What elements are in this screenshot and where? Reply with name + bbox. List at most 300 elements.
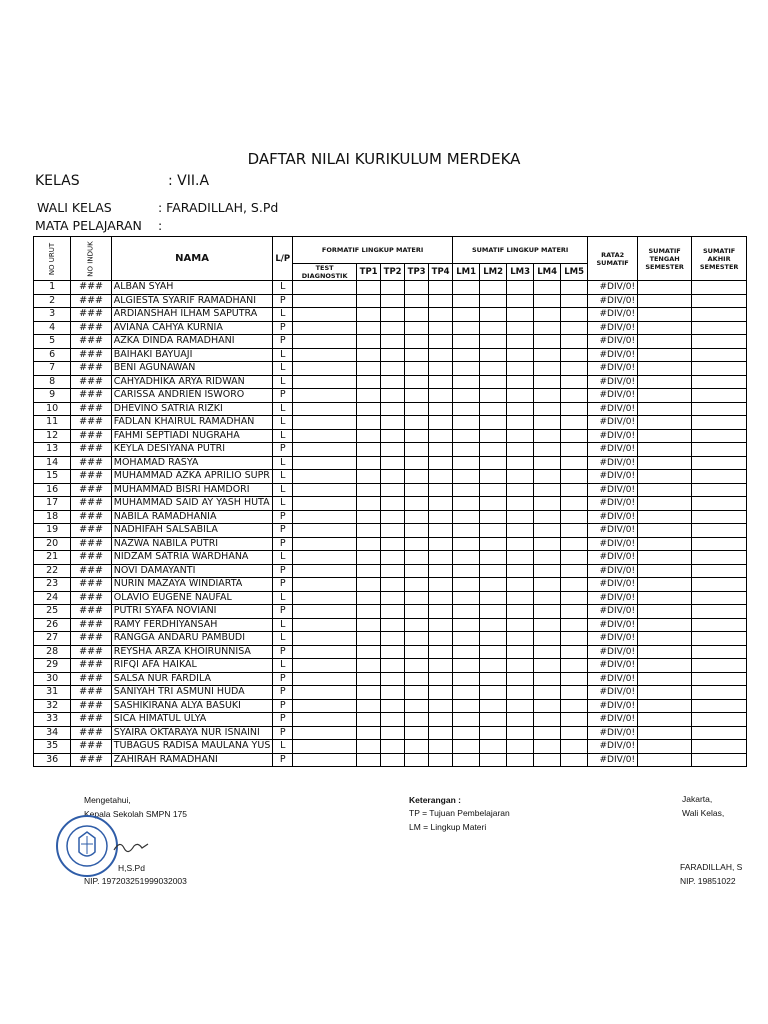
score-cell[interactable] [293,618,357,632]
score-cell[interactable] [534,591,561,605]
score-cell[interactable] [480,551,507,565]
score-cell[interactable] [293,429,357,443]
score-cell[interactable] [429,726,453,740]
score-cell[interactable] [534,497,561,511]
score-cell[interactable] [561,686,588,700]
score-cell[interactable] [293,483,357,497]
score-cell[interactable] [293,524,357,538]
score-cell[interactable] [534,483,561,497]
score-cell[interactable] [638,510,692,524]
score-cell[interactable] [480,348,507,362]
score-cell[interactable] [534,416,561,430]
score-cell[interactable] [453,389,480,403]
score-cell[interactable] [429,429,453,443]
score-cell[interactable] [507,497,534,511]
score-cell[interactable] [405,578,429,592]
score-cell[interactable] [405,551,429,565]
score-cell[interactable] [381,470,405,484]
score-cell[interactable] [381,510,405,524]
score-cell[interactable] [534,632,561,646]
score-cell[interactable] [561,483,588,497]
score-cell[interactable] [405,686,429,700]
score-cell[interactable] [692,740,747,754]
score-cell[interactable] [507,605,534,619]
score-cell[interactable] [480,456,507,470]
score-cell[interactable] [638,537,692,551]
score-cell[interactable] [534,362,561,376]
score-cell[interactable] [357,281,381,295]
score-cell[interactable] [381,335,405,349]
score-cell[interactable] [293,497,357,511]
score-cell[interactable] [405,429,429,443]
score-cell[interactable] [405,375,429,389]
score-cell[interactable] [507,672,534,686]
score-cell[interactable] [293,753,357,767]
score-cell[interactable] [534,659,561,673]
score-cell[interactable] [293,294,357,308]
score-cell[interactable] [692,659,747,673]
score-cell[interactable] [357,375,381,389]
score-cell[interactable] [357,699,381,713]
score-cell[interactable] [692,416,747,430]
score-cell[interactable] [357,443,381,457]
score-cell[interactable] [507,524,534,538]
score-cell[interactable] [507,551,534,565]
score-cell[interactable] [480,713,507,727]
score-cell[interactable] [453,321,480,335]
score-cell[interactable] [429,308,453,322]
score-cell[interactable] [405,416,429,430]
score-cell[interactable] [561,672,588,686]
score-cell[interactable] [429,524,453,538]
score-cell[interactable] [429,699,453,713]
score-cell[interactable] [507,659,534,673]
score-cell[interactable] [507,537,534,551]
score-cell[interactable] [692,699,747,713]
score-cell[interactable] [293,672,357,686]
score-cell[interactable] [293,470,357,484]
score-cell[interactable] [534,375,561,389]
score-cell[interactable] [381,537,405,551]
score-cell[interactable] [561,645,588,659]
score-cell[interactable] [381,375,405,389]
score-cell[interactable] [453,510,480,524]
score-cell[interactable] [293,740,357,754]
score-cell[interactable] [405,470,429,484]
score-cell[interactable] [561,308,588,322]
score-cell[interactable] [692,632,747,646]
score-cell[interactable] [453,618,480,632]
score-cell[interactable] [357,402,381,416]
score-cell[interactable] [534,605,561,619]
score-cell[interactable] [480,524,507,538]
score-cell[interactable] [507,483,534,497]
score-cell[interactable] [507,740,534,754]
score-cell[interactable] [293,321,357,335]
score-cell[interactable] [357,524,381,538]
score-cell[interactable] [429,294,453,308]
score-cell[interactable] [534,402,561,416]
score-cell[interactable] [293,726,357,740]
score-cell[interactable] [638,591,692,605]
score-cell[interactable] [534,443,561,457]
score-cell[interactable] [429,740,453,754]
score-cell[interactable] [561,564,588,578]
score-cell[interactable] [561,713,588,727]
score-cell[interactable] [293,713,357,727]
score-cell[interactable] [453,402,480,416]
score-cell[interactable] [405,321,429,335]
score-cell[interactable] [453,335,480,349]
score-cell[interactable] [692,389,747,403]
score-cell[interactable] [480,564,507,578]
score-cell[interactable] [480,591,507,605]
score-cell[interactable] [357,321,381,335]
score-cell[interactable] [480,740,507,754]
score-cell[interactable] [561,632,588,646]
score-cell[interactable] [357,497,381,511]
score-cell[interactable] [692,605,747,619]
score-cell[interactable] [692,470,747,484]
score-cell[interactable] [561,591,588,605]
score-cell[interactable] [638,281,692,295]
score-cell[interactable] [405,456,429,470]
score-cell[interactable] [534,281,561,295]
score-cell[interactable] [293,605,357,619]
score-cell[interactable] [453,686,480,700]
score-cell[interactable] [293,281,357,295]
score-cell[interactable] [381,281,405,295]
score-cell[interactable] [429,591,453,605]
score-cell[interactable] [453,537,480,551]
score-cell[interactable] [429,456,453,470]
score-cell[interactable] [381,294,405,308]
score-cell[interactable] [429,483,453,497]
score-cell[interactable] [507,726,534,740]
score-cell[interactable] [480,429,507,443]
score-cell[interactable] [480,699,507,713]
score-cell[interactable] [534,686,561,700]
score-cell[interactable] [293,699,357,713]
score-cell[interactable] [561,753,588,767]
score-cell[interactable] [381,416,405,430]
score-cell[interactable] [480,308,507,322]
score-cell[interactable] [357,564,381,578]
score-cell[interactable] [507,470,534,484]
score-cell[interactable] [480,510,507,524]
score-cell[interactable] [429,564,453,578]
score-cell[interactable] [293,456,357,470]
score-cell[interactable] [561,659,588,673]
score-cell[interactable] [692,753,747,767]
score-cell[interactable] [381,443,405,457]
score-cell[interactable] [453,659,480,673]
score-cell[interactable] [453,375,480,389]
score-cell[interactable] [692,308,747,322]
score-cell[interactable] [561,537,588,551]
score-cell[interactable] [453,753,480,767]
score-cell[interactable] [381,564,405,578]
score-cell[interactable] [405,618,429,632]
score-cell[interactable] [534,753,561,767]
score-cell[interactable] [534,429,561,443]
score-cell[interactable] [507,375,534,389]
score-cell[interactable] [561,578,588,592]
score-cell[interactable] [534,645,561,659]
score-cell[interactable] [405,726,429,740]
score-cell[interactable] [692,348,747,362]
score-cell[interactable] [381,591,405,605]
score-cell[interactable] [429,645,453,659]
score-cell[interactable] [405,659,429,673]
score-cell[interactable] [405,672,429,686]
score-cell[interactable] [429,281,453,295]
score-cell[interactable] [381,456,405,470]
score-cell[interactable] [357,605,381,619]
score-cell[interactable] [534,537,561,551]
score-cell[interactable] [429,551,453,565]
score-cell[interactable] [429,753,453,767]
score-cell[interactable] [405,524,429,538]
score-cell[interactable] [453,470,480,484]
score-cell[interactable] [692,726,747,740]
score-cell[interactable] [381,672,405,686]
score-cell[interactable] [381,321,405,335]
score-cell[interactable] [293,510,357,524]
score-cell[interactable] [405,335,429,349]
score-cell[interactable] [692,618,747,632]
score-cell[interactable] [561,281,588,295]
score-cell[interactable] [357,308,381,322]
score-cell[interactable] [561,348,588,362]
score-cell[interactable] [638,321,692,335]
score-cell[interactable] [638,686,692,700]
score-cell[interactable] [692,443,747,457]
score-cell[interactable] [692,645,747,659]
score-cell[interactable] [692,281,747,295]
score-cell[interactable] [293,551,357,565]
score-cell[interactable] [638,713,692,727]
score-cell[interactable] [405,740,429,754]
score-cell[interactable] [405,389,429,403]
score-cell[interactable] [507,578,534,592]
score-cell[interactable] [534,510,561,524]
score-cell[interactable] [357,456,381,470]
score-cell[interactable] [381,726,405,740]
score-cell[interactable] [561,456,588,470]
score-cell[interactable] [561,726,588,740]
score-cell[interactable] [453,699,480,713]
score-cell[interactable] [453,551,480,565]
score-cell[interactable] [405,443,429,457]
score-cell[interactable] [453,740,480,754]
score-cell[interactable] [357,740,381,754]
score-cell[interactable] [507,699,534,713]
score-cell[interactable] [480,618,507,632]
score-cell[interactable] [357,362,381,376]
score-cell[interactable] [638,524,692,538]
score-cell[interactable] [381,348,405,362]
score-cell[interactable] [381,551,405,565]
score-cell[interactable] [638,470,692,484]
score-cell[interactable] [405,483,429,497]
score-cell[interactable] [638,659,692,673]
score-cell[interactable] [453,416,480,430]
score-cell[interactable] [453,443,480,457]
score-cell[interactable] [534,308,561,322]
score-cell[interactable] [480,294,507,308]
score-cell[interactable] [453,429,480,443]
score-cell[interactable] [453,672,480,686]
score-cell[interactable] [357,659,381,673]
score-cell[interactable] [534,618,561,632]
score-cell[interactable] [561,524,588,538]
score-cell[interactable] [405,402,429,416]
score-cell[interactable] [429,510,453,524]
score-cell[interactable] [405,537,429,551]
score-cell[interactable] [561,740,588,754]
score-cell[interactable] [381,524,405,538]
score-cell[interactable] [561,362,588,376]
score-cell[interactable] [453,362,480,376]
score-cell[interactable] [638,699,692,713]
score-cell[interactable] [453,456,480,470]
score-cell[interactable] [357,483,381,497]
score-cell[interactable] [381,402,405,416]
score-cell[interactable] [429,321,453,335]
score-cell[interactable] [293,564,357,578]
score-cell[interactable] [429,686,453,700]
score-cell[interactable] [561,375,588,389]
score-cell[interactable] [480,402,507,416]
score-cell[interactable] [405,308,429,322]
score-cell[interactable] [480,497,507,511]
score-cell[interactable] [357,618,381,632]
score-cell[interactable] [453,524,480,538]
score-cell[interactable] [561,510,588,524]
score-cell[interactable] [507,335,534,349]
score-cell[interactable] [638,483,692,497]
score-cell[interactable] [692,672,747,686]
score-cell[interactable] [381,753,405,767]
score-cell[interactable] [293,375,357,389]
score-cell[interactable] [429,389,453,403]
score-cell[interactable] [381,497,405,511]
score-cell[interactable] [453,578,480,592]
score-cell[interactable] [638,645,692,659]
score-cell[interactable] [507,348,534,362]
score-cell[interactable] [638,348,692,362]
score-cell[interactable] [293,389,357,403]
score-cell[interactable] [561,389,588,403]
score-cell[interactable] [534,726,561,740]
score-cell[interactable] [293,537,357,551]
score-cell[interactable] [561,618,588,632]
score-cell[interactable] [381,389,405,403]
score-cell[interactable] [692,578,747,592]
score-cell[interactable] [534,672,561,686]
score-cell[interactable] [429,335,453,349]
score-cell[interactable] [638,740,692,754]
score-cell[interactable] [480,443,507,457]
score-cell[interactable] [507,416,534,430]
score-cell[interactable] [429,632,453,646]
score-cell[interactable] [453,308,480,322]
score-cell[interactable] [480,483,507,497]
score-cell[interactable] [507,510,534,524]
score-cell[interactable] [480,632,507,646]
score-cell[interactable] [638,551,692,565]
score-cell[interactable] [357,348,381,362]
score-cell[interactable] [405,281,429,295]
score-cell[interactable] [507,389,534,403]
score-cell[interactable] [638,429,692,443]
score-cell[interactable] [534,713,561,727]
score-cell[interactable] [507,281,534,295]
score-cell[interactable] [638,618,692,632]
score-cell[interactable] [293,308,357,322]
score-cell[interactable] [429,470,453,484]
score-cell[interactable] [561,497,588,511]
score-cell[interactable] [453,591,480,605]
score-cell[interactable] [357,591,381,605]
score-cell[interactable] [507,456,534,470]
score-cell[interactable] [692,335,747,349]
score-cell[interactable] [638,308,692,322]
score-cell[interactable] [405,564,429,578]
score-cell[interactable] [453,497,480,511]
score-cell[interactable] [692,294,747,308]
score-cell[interactable] [638,605,692,619]
score-cell[interactable] [357,416,381,430]
score-cell[interactable] [453,713,480,727]
score-cell[interactable] [453,281,480,295]
score-cell[interactable] [357,578,381,592]
score-cell[interactable] [381,645,405,659]
score-cell[interactable] [357,713,381,727]
score-cell[interactable] [480,672,507,686]
score-cell[interactable] [381,699,405,713]
score-cell[interactable] [692,713,747,727]
score-cell[interactable] [561,699,588,713]
score-cell[interactable] [293,335,357,349]
score-cell[interactable] [357,510,381,524]
score-cell[interactable] [293,632,357,646]
score-cell[interactable] [293,443,357,457]
score-cell[interactable] [507,591,534,605]
score-cell[interactable] [453,483,480,497]
score-cell[interactable] [507,564,534,578]
score-cell[interactable] [561,321,588,335]
score-cell[interactable] [381,429,405,443]
score-cell[interactable] [692,524,747,538]
score-cell[interactable] [381,686,405,700]
score-cell[interactable] [692,591,747,605]
score-cell[interactable] [453,564,480,578]
score-cell[interactable] [638,389,692,403]
score-cell[interactable] [429,618,453,632]
score-cell[interactable] [357,429,381,443]
score-cell[interactable] [638,632,692,646]
score-cell[interactable] [480,686,507,700]
score-cell[interactable] [561,416,588,430]
score-cell[interactable] [561,335,588,349]
score-cell[interactable] [480,416,507,430]
score-cell[interactable] [293,659,357,673]
score-cell[interactable] [480,605,507,619]
score-cell[interactable] [507,753,534,767]
score-cell[interactable] [405,348,429,362]
